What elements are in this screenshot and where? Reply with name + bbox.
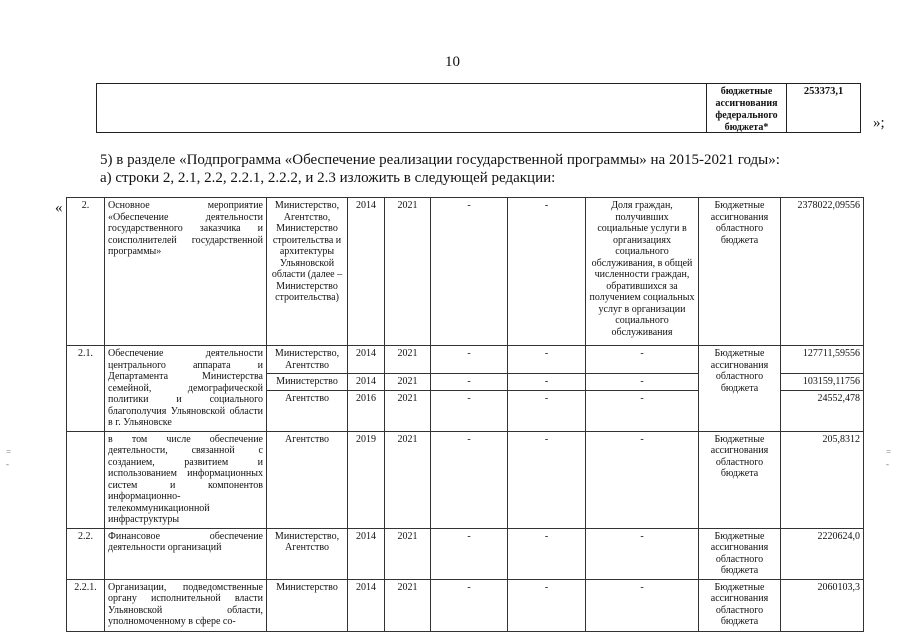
row-source: Бюджетные ассигнования областного бюджета (699, 431, 781, 528)
row-name: в том числе обеспечение деятельности, связанной с созданием, развитием и использованием информационных систем и компонентов информационно-телекоммуникационной инфраструктуры (105, 431, 267, 528)
row-indicator: - (586, 431, 699, 528)
table-row (67, 528, 864, 579)
table-row (67, 198, 864, 346)
row-col6: - (431, 198, 508, 346)
row-source: Бюджетные ассигнования областного бюджета (699, 198, 781, 346)
row-col6: - (431, 431, 508, 528)
sub-indicator: - (640, 348, 644, 359)
top-table-label: бюджетные ассигнования федерального бюджета* (706, 84, 787, 132)
opening-quote: « (55, 200, 63, 216)
row-start-year: 2014 (348, 579, 385, 631)
sub-col7: - (508, 373, 585, 388)
sub-start: 2014 (348, 373, 384, 388)
scan-mark: - (886, 459, 889, 469)
row-start-year-list (348, 346, 385, 432)
sub-end: 2021 (385, 390, 430, 405)
table-row (67, 579, 864, 631)
sub-executor: Министерство (267, 373, 347, 388)
sub-end: 2021 (397, 348, 418, 359)
program-table (66, 197, 864, 632)
row-end-year: 2021 (385, 528, 431, 579)
paragraph-2: а) строки 2, 2.1, 2.2, 2.2.1, 2.2.2, и 2.3 изложить в следующей редакции: (100, 170, 556, 186)
table-row (67, 431, 864, 528)
sub-amount: 127711,59556 (802, 348, 860, 359)
sub-executor: Министерство, Агентство (274, 348, 340, 371)
row-number (67, 431, 105, 528)
sub-col6: - (467, 348, 471, 359)
row-executor: Министерство, Агентство, Министерство строительства и архитектуры Ульяновской области (далее – Министерство строительства) (267, 198, 348, 346)
row-executor: Агентство (267, 431, 348, 528)
row-name: Организации, подведомственные органу исполнительной власти Ульяновской области, уполномоченному в сфере со- (105, 579, 267, 631)
row-number: 2.1. (67, 346, 105, 432)
closing-quote: »; (873, 115, 885, 131)
row-amount: 2220624,0 (781, 528, 864, 579)
row-executor: Министерство, Агентство (267, 528, 348, 579)
row-end-year-list (385, 346, 431, 432)
page-number: 10 (445, 54, 460, 70)
top-table-value: 253373,1 (803, 86, 844, 97)
row-name: Обеспечение деятельности центрального аппарата и Департамента Министерства семейной, демографической политики и социального благополучия Ульяновской области в г. Ульяновске (105, 346, 267, 432)
row-name: Финансовое обеспечение деятельности организаций (105, 528, 267, 579)
sub-col6: - (431, 390, 507, 405)
row-executor-list (267, 346, 348, 432)
row-end-year: 2021 (385, 579, 431, 631)
row-number: 2.2.1. (67, 579, 105, 631)
scan-mark: - (6, 459, 9, 469)
scan-mark: = (6, 447, 12, 457)
table-row (67, 346, 864, 432)
sub-col7: - (508, 390, 585, 405)
scan-mark: = (886, 447, 892, 457)
row-col7: - (508, 579, 586, 631)
row-source: Бюджетные ассигнования областного бюджета (699, 579, 781, 631)
sub-amount: 103159,11756 (781, 373, 863, 388)
row-executor: Министерство (267, 579, 348, 631)
row-indicator: - (586, 579, 699, 631)
sub-indicator: - (586, 373, 698, 388)
row-amount: 2378022,09556 (781, 198, 864, 346)
row-end-year: 2021 (385, 198, 431, 346)
row-amount: 2060103,3 (781, 579, 864, 631)
row-number: 2.2. (67, 528, 105, 579)
row-col7: - (508, 431, 586, 528)
sub-amount: 24552,478 (781, 390, 863, 405)
paragraph-1: 5) в разделе «Подпрограмма «Обеспечение реализации государственной программы» на 2015-2021 годы»: (100, 152, 780, 168)
row-source: Бюджетные ассигнования областного бюджета (699, 346, 781, 432)
row-indicator: - (586, 528, 699, 579)
row-amount: 205,8312 (781, 431, 864, 528)
sub-col6: - (431, 373, 507, 388)
row-indicator-list (586, 346, 699, 432)
sub-end: 2021 (385, 373, 430, 388)
row-col7: - (508, 528, 586, 579)
row-start-year: 2014 (348, 198, 385, 346)
row-source: Бюджетные ассигнования областного бюджета (699, 528, 781, 579)
sub-executor: Агентство (267, 390, 347, 405)
row-end-year: 2021 (385, 431, 431, 528)
sub-col7: - (544, 348, 549, 359)
row-col7-list (508, 346, 586, 432)
row-col6: - (431, 528, 508, 579)
sub-indicator: - (586, 390, 698, 405)
row-amount-list (781, 346, 864, 432)
sub-start: 2014 (356, 348, 376, 359)
row-col6: - (431, 579, 508, 631)
row-start-year: 2019 (348, 431, 385, 528)
row-start-year: 2014 (348, 528, 385, 579)
row-name: Основное мероприятие «Обеспечение деятельности государственного заказчика и соисполнителей государственной программы» (105, 198, 267, 346)
row-col6-list (431, 346, 508, 432)
row-number: 2. (67, 198, 105, 346)
row-indicator: Доля граждан, получивших социальные услуги в организациях социального обслуживания, в общей численности граждан, обратившихся за получением социальных услуг в организации социального обслуживания (586, 198, 699, 346)
row-col7: - (508, 198, 586, 346)
sub-start: 2016 (348, 390, 384, 405)
top-table (96, 83, 861, 133)
